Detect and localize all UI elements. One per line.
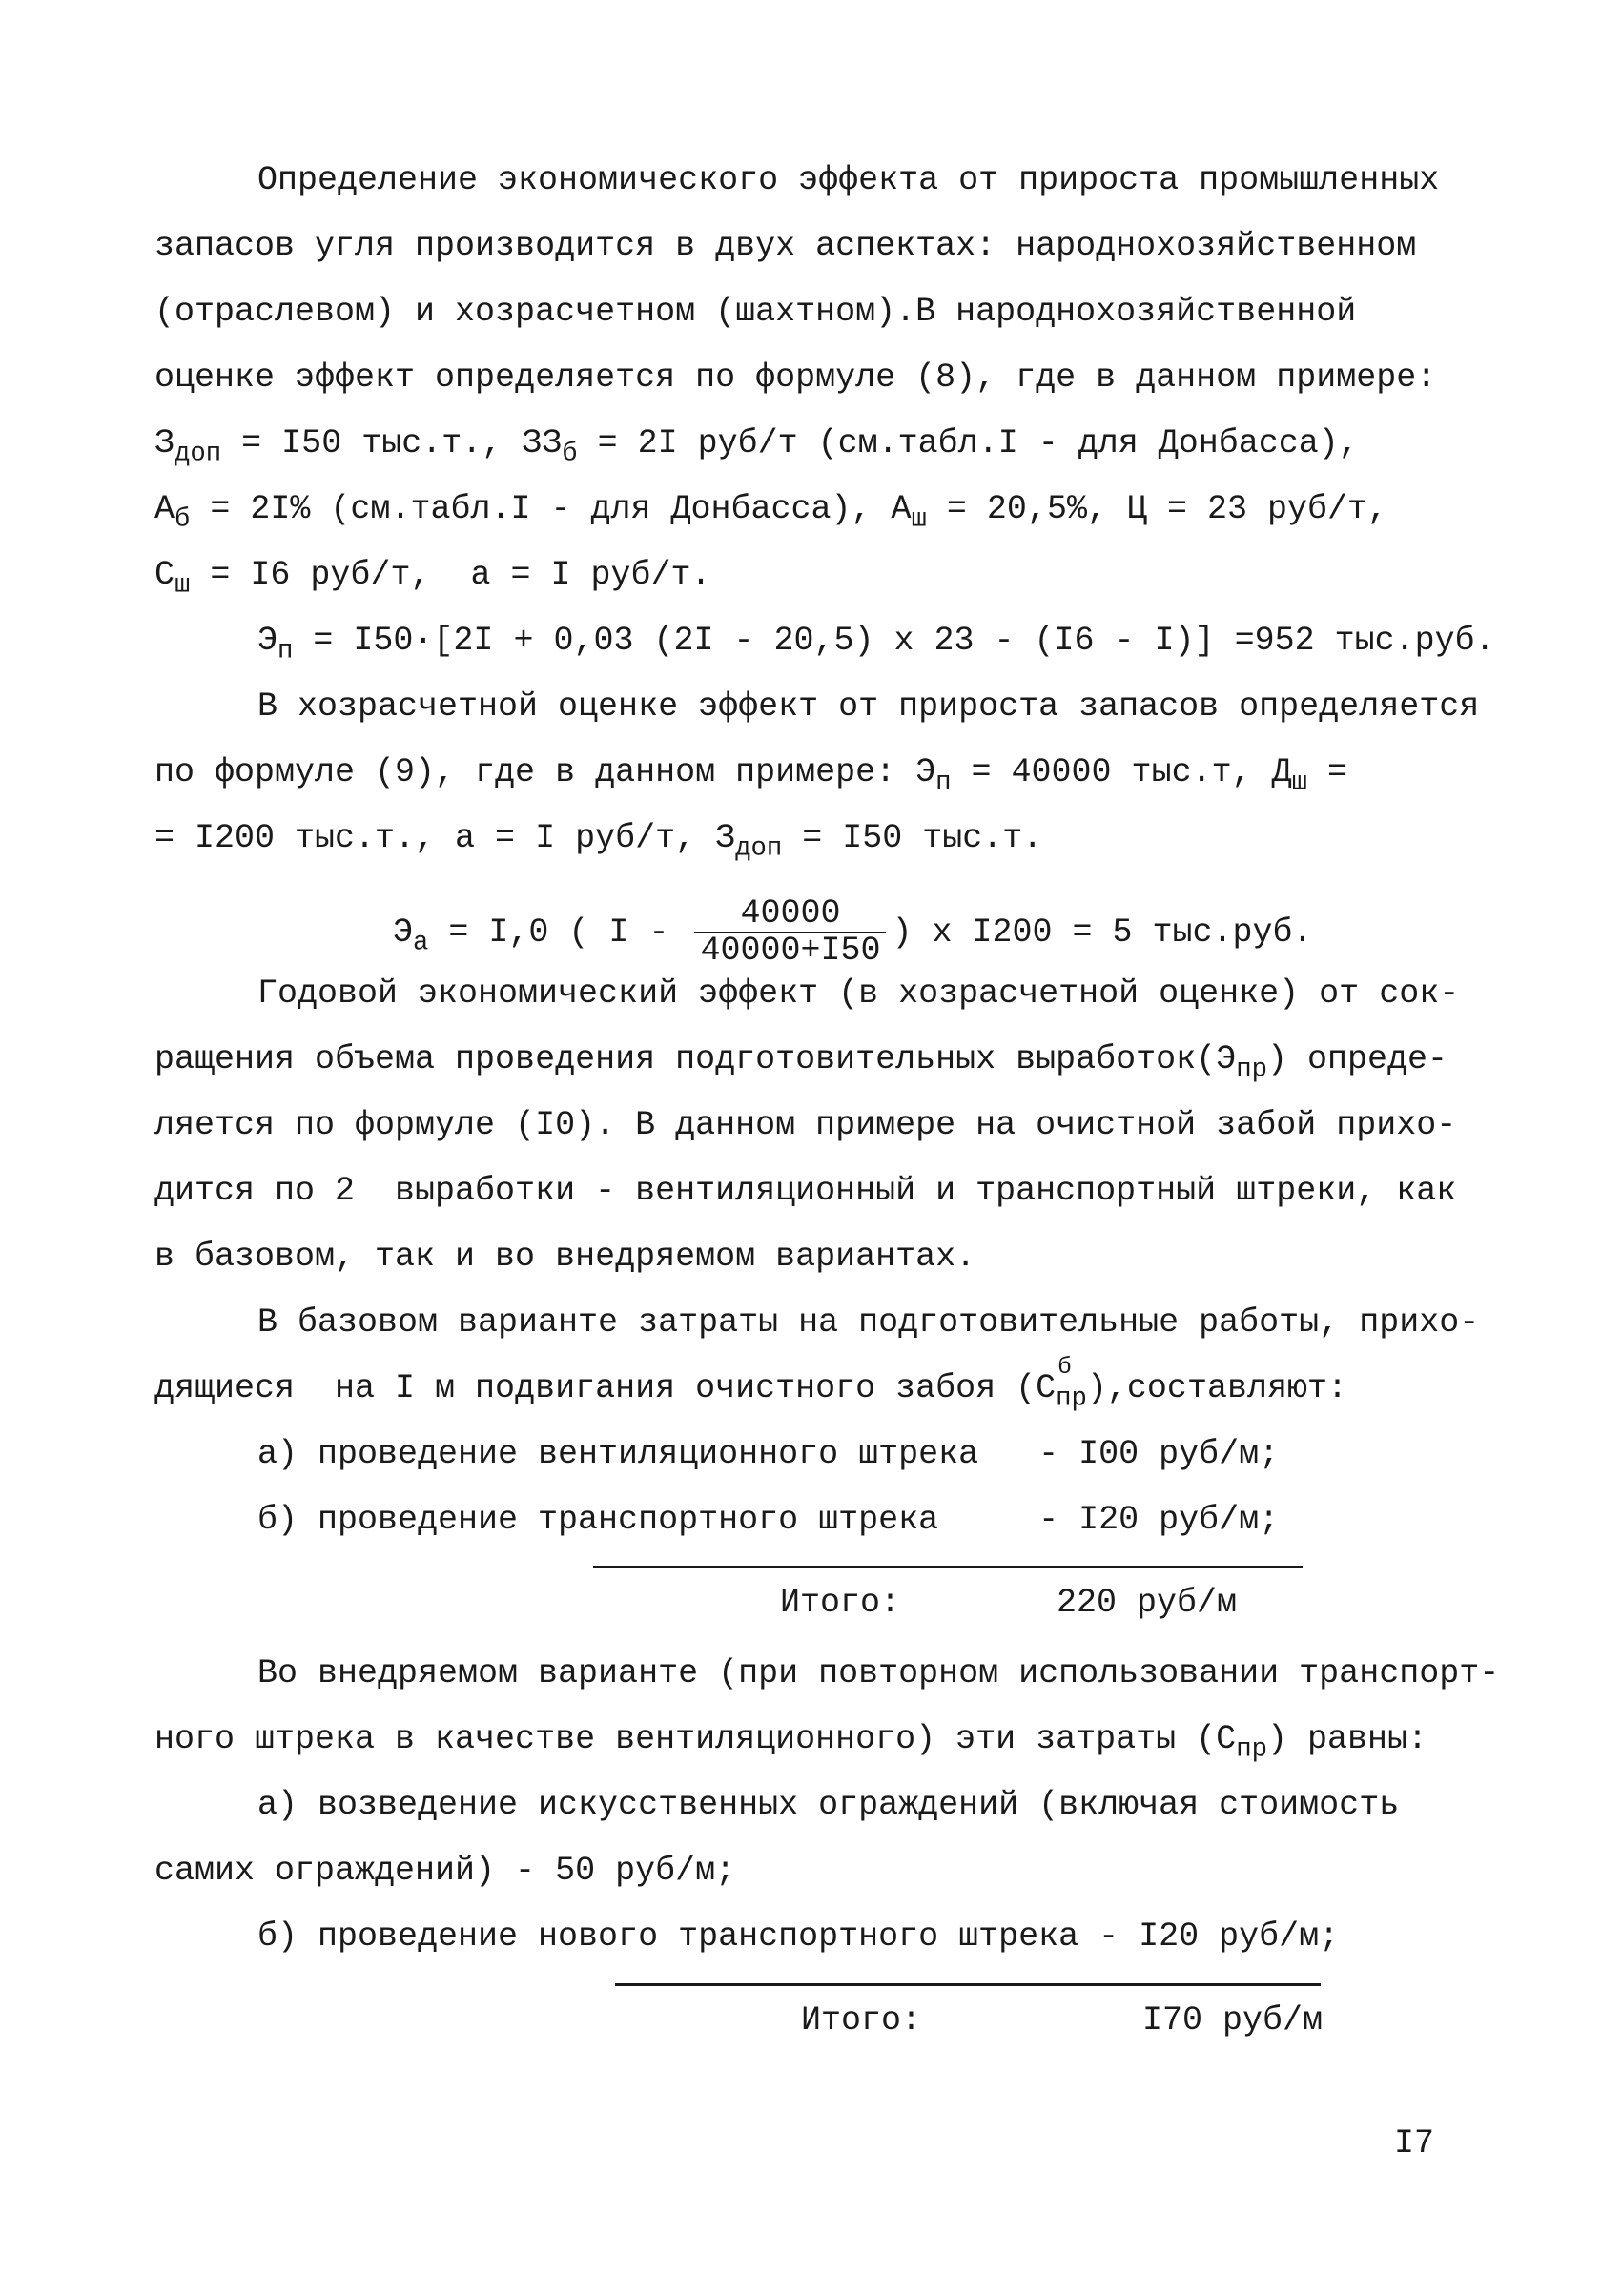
formula-fraction-line: $Э_а = I,0$ ( I - $\frac{40000}{40000+I50}$ ) х I200 = 5 тыс.руб. [393,894,1313,970]
fraction: $\frac{40000}{40000+I50}$ [694,896,886,969]
text-line: Годовой экономический эффект (в хозрасчетной оценке) от сок- [257,974,1460,1013]
formula-line: по формуле (9), где в данном примере: $Э_п = 40000$ тыс.т, $Д_ш$ = [154,753,1347,798]
text-line: дится по 2 выработки - вентиляционный и транспортный штреки, как [154,1172,1457,1210]
text-line: Определение экономического эффекта от прироста промышленных [257,161,1440,199]
total-rule [593,1566,1303,1568]
text-line: В базовом варианте затраты на подготовительные работы, прихо- [257,1303,1480,1342]
text-line: ляется по формуле (I0). В данном примере на очистной забой прихо- [154,1106,1457,1144]
total-value: 220 руб/м [1057,1584,1238,1622]
list-item: а) возведение искусственных ограждений (включая стоимость [257,1786,1400,1824]
formula-line: $З_{доп} = I50$ тыс.т., $ЗЗ_б = 2I$ руб/т (см.табл.I - для Донбасса), [154,424,1359,469]
list-item: б) проведение нового транспортного штрека - I20 руб/м; [257,1917,1340,1956]
formula-line: = I200 тыс.т., а = I руб/т, $З_{доп} = I50$ тыс.т. [154,819,1043,864]
list-item: а) проведение вентиляционного штрека - I00 руб/м; [257,1435,1280,1473]
total-value: I70 руб/м [1142,2001,1324,2040]
formula-line: дящиеся на I м подвигания очистного забоя (С б $_{пр}$),составляют: [154,1355,1347,1414]
text-line: самих ограждений) - 50 руб/м; [154,1852,736,1890]
page-number: I7 [1394,2124,1435,2163]
total-label: Итого: [780,1584,901,1622]
text-line: (отраслевом) и хозрасчетном (шахтном).В народнохозяйственной [154,293,1357,331]
text-line: Во внедряемом варианте (при повторном использовании транспорт- [257,1654,1500,1692]
text-line: оценке эффект определяется по формуле (8), где в данном примере: [154,359,1437,397]
total-label: Итого: [801,2001,922,2040]
formula-line: $Э_п = I50\cdot[2I + 0,03$ (2I - 20,5) х 23 - (I6 - I)] =952 тыс.руб. [257,622,1495,666]
text-line: в базовом, так и во внедряемом вариантах. [154,1238,976,1276]
text-line: В хозрасчетной оценке эффект от прироста запасов определяется [257,687,1480,726]
formula-line: ного штрека в качестве вентиляционного) эти затраты $(С_{пр})$ равны: [154,1720,1427,1765]
formula-line: $А_б = 2I\%$ (см.табл.I - для Донбасса), $А_ш = 20,5\%$, Ц = 23 руб/т, [154,490,1388,535]
formula-line: $С_ш = I6$ руб/т, а = I руб/т. [154,556,711,601]
formula-line: ращения объема проведения подготовительных $выработок(Э_{пр})$ опреде- [154,1040,1447,1085]
text-line: запасов угля производится в двух аспектах: народнохозяйственном [154,227,1417,265]
total-rule [615,1983,1321,1986]
list-item: б) проведение транспортного штрека - I20 руб/м; [257,1501,1280,1539]
